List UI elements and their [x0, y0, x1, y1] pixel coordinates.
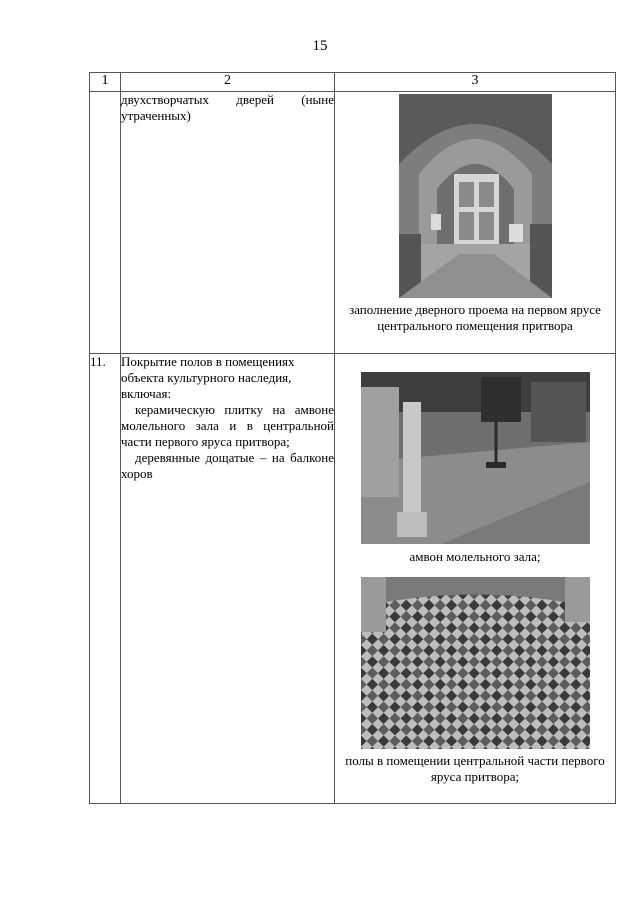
page-number: 15 [312, 38, 328, 54]
header-col-1: 1 [90, 73, 121, 92]
tiled-floor-caption: полы в помещении центральной части первого яруса притвора; [345, 753, 605, 784]
description-text: двухстворчатых дверей (ныне утраченных) [121, 92, 334, 123]
row-photos [335, 92, 616, 354]
doorway-photo [399, 94, 552, 298]
table-row [90, 92, 616, 354]
table-header-row [90, 73, 616, 92]
row-description [121, 354, 335, 804]
row-description [121, 92, 335, 354]
table-row [90, 354, 616, 804]
row-photos [335, 354, 616, 804]
row-number [90, 92, 121, 354]
description-item-wooden: деревянные дощатые – на балконе хоров [121, 450, 334, 481]
doorway-caption: заполнение дверного проема на первом ярусе центрального помещения притвора [349, 302, 601, 333]
tiled-floor-photo [361, 577, 590, 749]
description-lead: Покрытие полов в помещениях объекта культурного наследия, включая: [121, 354, 295, 401]
header-col-2: 2 [121, 73, 335, 92]
row-number: 11. [90, 354, 121, 804]
description-item-ceramic: керамическую плитку на амвоне молельного зала и в центральной части первого яруса притвора; [121, 402, 334, 449]
header-col-3: 3 [335, 73, 616, 92]
ambo-caption: амвон молельного зала; [409, 549, 541, 564]
monument-elements-table [89, 72, 616, 804]
ambo-photo [361, 372, 590, 544]
